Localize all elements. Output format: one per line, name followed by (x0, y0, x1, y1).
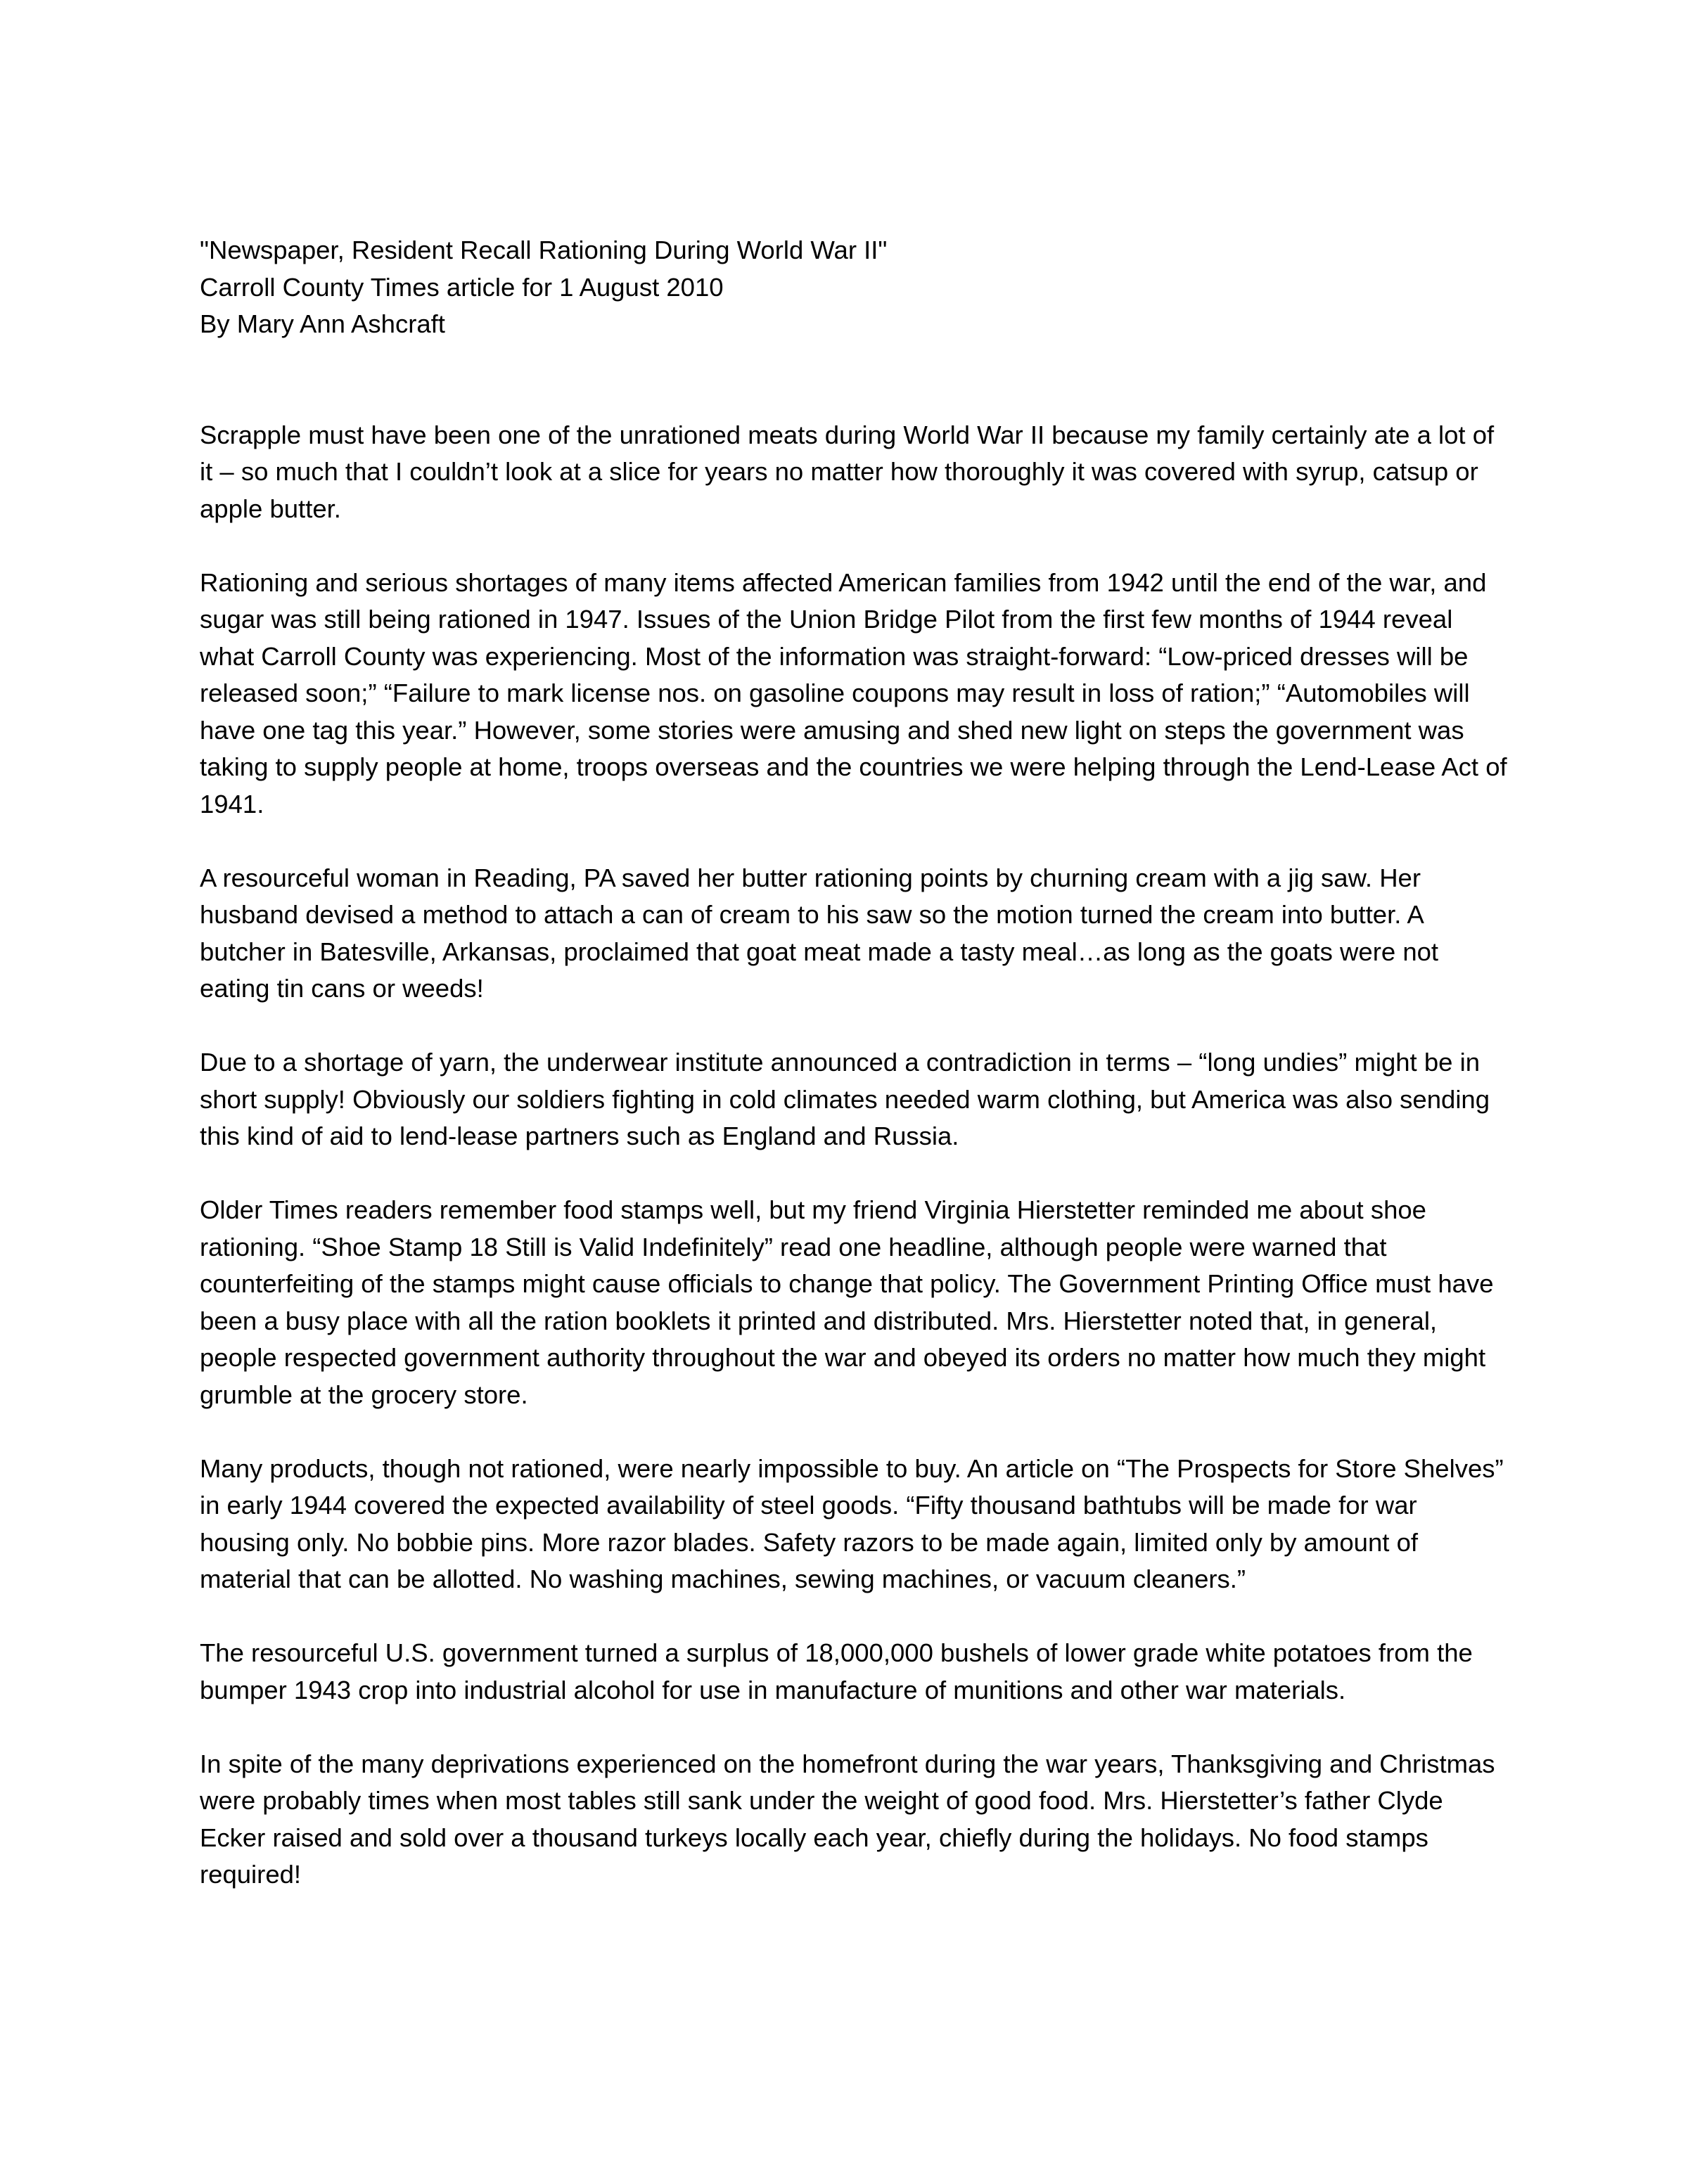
publication-line: Carroll County Times article for 1 August 2010 (200, 272, 724, 302)
paragraph-shoe-stamps: Older Times readers remember food stamps well, but my friend Virginia Hierstetter reminded me about shoe rationing. “Shoe Stamp 18 Still is Valid Indefinitely” read one headline, although people were warned that counterfeiting of the stamps might cause officials to change that policy. The Government Printing Office must have been a busy place with all the ration booklets it printed and distributed. Mrs. Hierstetter noted that, in general, people respected government authority throughout the war and obeyed its orders no matter how much they might grumble at the grocery store. (200, 1195, 1494, 1409)
paragraph-store-shelves: Many products, though not rationed, were nearly impossible to buy. An article on “The Prospects for Store Shelves” in early 1944 covered the expected availability of steel goods. “Fifty thousand bathtubs will be made for war housing only. No bobbie pins. More razor blades. Safety razors to be made again, limited only by amount of material that can be allotted. No washing machines, sewing machines, or vacuum cleaners.” (200, 1453, 1504, 1593)
paragraph-butter: A resourceful woman in Reading, PA saved her butter rationing points by churning cream with a jig saw. Her husband devised a method to attach a can of cream to his saw so the motion turned the cream into butter. A butcher in Batesville, Arkansas, proclaimed that goat meat made a tasty meal…as long as the goats were not eating tin cans or weeds! (200, 863, 1439, 1003)
document-page (200, 232, 1508, 1930)
article-title: "Newspaper, Resident Recall Rationing During World War II" (200, 236, 888, 264)
byline: By Mary Ann Ashcraft (200, 309, 445, 338)
paragraph-holidays: In spite of the many deprivations experienced on the homefront during the war years, Thanksgiving and Christmas were probably times when most tables still sank under the weight of good food. Mrs. Hierstetter’s father Clyde Ecker raised and sold over a thousand turkeys locally each year, chiefly during the holidays. No food stamps required! (200, 1749, 1495, 1889)
paragraph-scrapple: Scrapple must have been one of the unrationed meats during World War II because my family certainly ate a lot of it – so much that I couldn’t look at a slice for years no matter how thoroughly it was covered with syrup, catsup or apple butter. (200, 420, 1495, 523)
article-header (200, 232, 1508, 343)
paragraph-yarn: Due to a shortage of yarn, the underwear institute announced a contradiction in terms – “long undies” might be in short supply! Obviously our soldiers fighting in cold climates needed warm clothing, but America was also sending this kind of aid to lend-lease partners such as England and Russia. (200, 1048, 1490, 1150)
article-body (200, 417, 1508, 1894)
paragraph-potatoes: The resourceful U.S. government turned a surplus of 18,000,000 bushels of lower grade white potatoes from the bumper 1943 crop into industrial alcohol for use in manufacture of munitions and other war materials. (200, 1638, 1473, 1704)
paragraph-rationing: Rationing and serious shortages of many items affected American families from 1942 until the end of the war, and sugar was still being rationed in 1947. Issues of the Union Bridge Pilot from the first few months of 1944 reveal what Carroll County was experiencing. Most of the information was straight-forward: “Low-priced dresses will be released soon;” “Failure to mark license nos. on gasoline coupons may result in loss of ration;” “Automobiles will have one tag this year.” However, some stories were amusing and shed new light on steps the government was taking to supply people at home, troops overseas and the countries we were helping through the Lend-Lease Act of 1941. (200, 567, 1507, 818)
